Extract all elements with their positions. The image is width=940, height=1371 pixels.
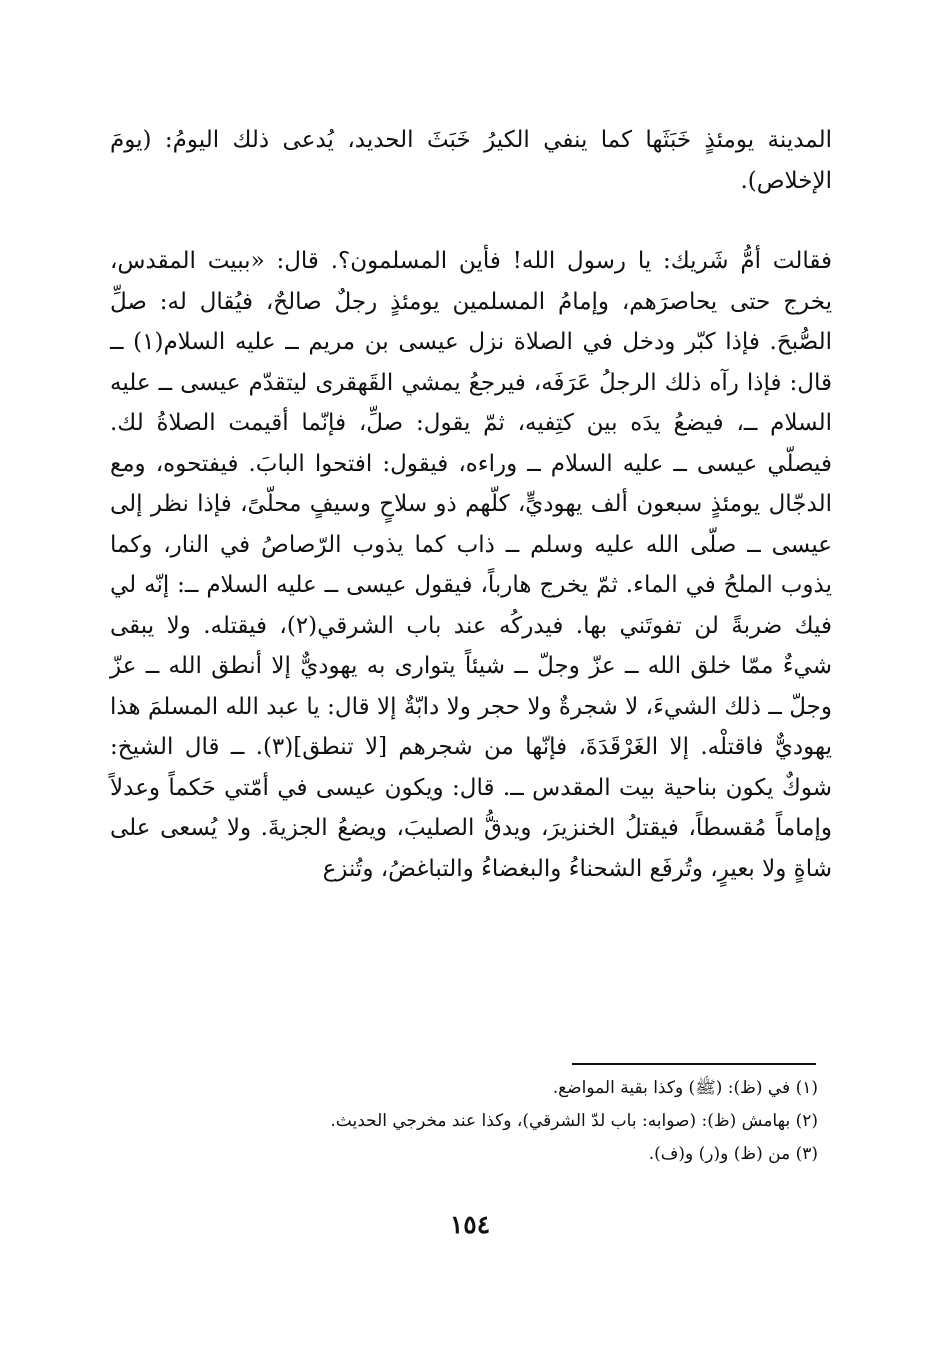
page-number: ١٥٤ [449,1210,491,1239]
main-text [110,120,832,889]
footnote-divider [572,1063,816,1065]
footnote-3: (٣) من (ظ) و(ر) و(ف). [648,1144,818,1164]
footnotes [150,1072,818,1171]
footnote-2: (٢) بهامش (ظ): (صوابه: باب لدّ الشرقي)، وكذا عند مخرجي الحديث. [330,1111,818,1131]
paragraph-2: فقالت أمُّ شَريك: يا رسول الله! فأين المسلمون؟. قال: «ببيت المقدس، يخرج حتى يحاصرَهم، وإمامُ المسلمين يومئذٍ رجلٌ صالحٌ، فيُقال له: صلِّ الصُّبحَ. فإذا كبّر ودخل في الصلاة نزل عيسى بن مريم ــ عليه السلام(١) ــ قال: فإذا رآه ذلك الرجلُ عَرَفَه، فيرجعُ يمشي القَهقرى ليتقدّم عيسى ــ عليه السلام ــ، فيضعُ يدَه بين كتِفيه، ثمّ يقول: صلِّ، فإنّما أقيمت الصلاةُ لك. فيصلّي عيسى ــ عليه السلام ــ وراءه، فيقول: افتحوا البابَ. فيفتحوه، ومع الدجّال يومئذٍ سبعون ألف يهوديٍّ، كلّهم ذو سلاحٍ وسيفٍ محلّىً، فإذا نظر إلى عيسى ــ صلّى الله عليه وسلم ــ ذاب كما يذوب الرّصاصُ في النار، وكما يذوب الملحُ في الماء. ثمّ يخرج هارباً، فيقول عيسى ــ عليه السلام ــ: إنّه لي فيك ضربةً لن تفوتَني بها. فيدركُه عند باب الشرقي(٢)، فيقتله. ولا يبقى شيءٌ ممّا خلق الله ــ عزّ وجلّ ــ شيئاً يتوارى به يهوديٌّ إلا أنطق الله ــ عزّ وجلّ ــ ذلك الشيءَ، لا شجرةٌ ولا حجر ولا دابّةٌ إلا قال: يا عبد الله المسلمَ هذا يهوديٌّ فاقتلْه. إلا الغَرْقَدَةَ، فإنّها من شجرهم [لا تنطق](٣). ــ قال الشيخ: شوكٌ يكون بناحية بيت المقدس ــ. قال: ويكون عيسى في أمّتي حَكماً وعدلاً وإماماً مُقسطاً، فيقتلُ الخنزيرَ، ويدقُّ الصليبَ، ويضعُ الجزيةَ. ولا يُسعى على شاةٍ ولا بعيرٍ، وتُرفَع الشحناءُ والبغضاءُ والتباغضُ، وتُنزع [110,248,832,882]
paragraph-1: المدينة يومئذٍ خَبَثَها كما ينفي الكيرُ خَبَثَ الحديد، يُدعى ذلك اليومُ: (يومَ الإخلاص). [110,127,832,194]
footnote-1: (١) في (ظ): (ﷺ) وكذا بقية المواضع. [552,1078,818,1098]
